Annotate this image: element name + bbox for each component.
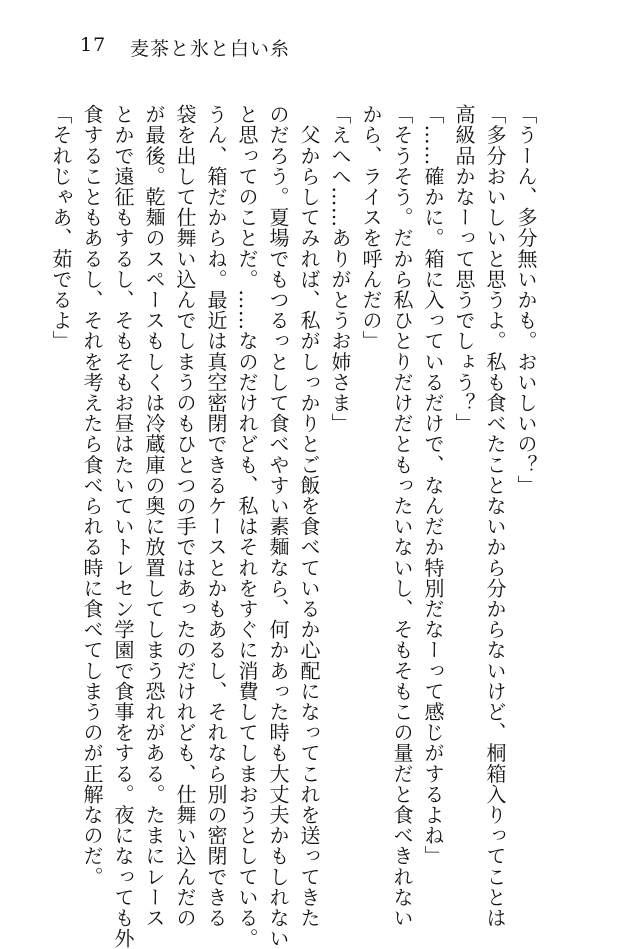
text-line: うん、箱だからね。最近は真空密閉できるケースとかもあるし、それなら別の密閉できる [204, 104, 228, 928]
text-line: 「うーん、多分無いかも。おいしいの？」 [514, 104, 538, 496]
text-line: 袋を出して仕舞い込んでしまうのもひとつの手ではあったのだけれども、仕舞い込んだの [173, 104, 197, 928]
text-line: 父からしてみれば、私がしっかりとご飯を食べているか心配になってこれを送ってきた [297, 104, 321, 928]
text-line: 「そうそう。だから私ひとりだけだともったいないし、そもそもこの量だと食べきれない [390, 104, 414, 928]
text-line: 「それじゃあ、茹でるよ」 [49, 104, 73, 352]
page-number: 17 [80, 34, 107, 56]
text-line: 高級品かなーって思うでしょう？」 [452, 104, 476, 434]
text-line: 「……確かに。箱に入っているだけで、なんだか特別だなーって感じがするよね」 [421, 104, 445, 867]
text-line: と思ってのことだ。……なのだけれども、私はそれをすぐに消費してしまおうとしている。 [235, 104, 259, 949]
text-line: 「えへへ……ありがとうお姉さま」 [328, 104, 352, 434]
text-line: のだろう。夏場でもつるっとして食べやすい素麺なら、何かあった時も大丈夫かもしれない [266, 104, 290, 949]
text-line: が最後。乾麺のスペースもしくは冷蔵庫の奥に放置してしまう恐れがある。たまにレース [142, 104, 166, 928]
text-line: 食することもあるし、それを考えたら食べられる時に食べてしまうのが正解なのだ。 [80, 104, 104, 887]
running-header-title: 麦茶と氷と白い糸 [130, 38, 291, 60]
vertical-body-text [45, 104, 541, 949]
text-line: とかで遠征もするし、そもそもお昼はたいていトレセン学園で食事をする。夜になっても外 [111, 104, 135, 949]
text-line: から、ライスを呼んだの」 [359, 104, 383, 352]
text-line: 「多分おいしいと思うよ。私も食べたことないから分からないけど、桐箱入りってことは [483, 104, 507, 928]
